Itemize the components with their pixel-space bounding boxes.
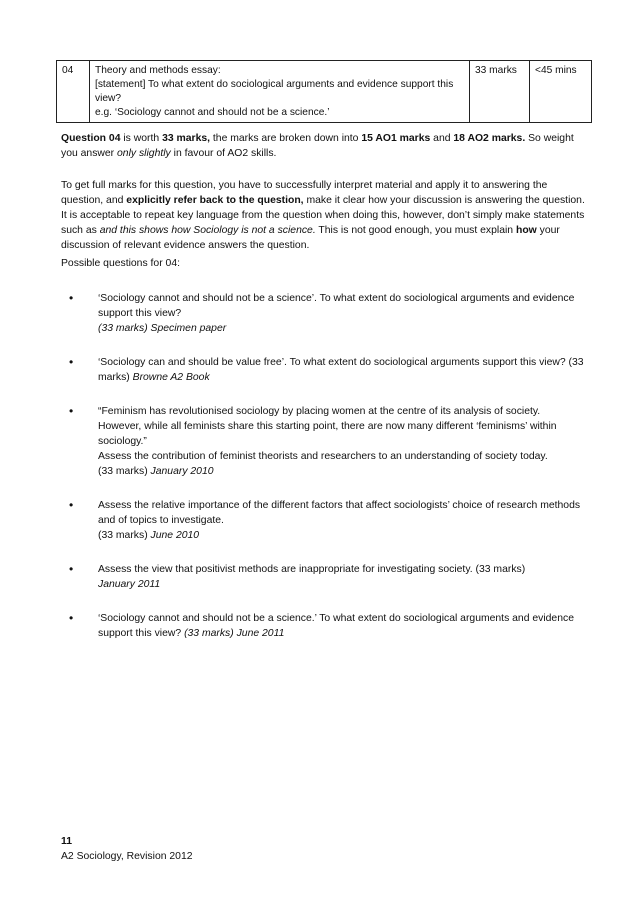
bullet-icon: • xyxy=(69,498,74,512)
essay-title: Theory and methods essay: xyxy=(95,65,221,76)
list-item: • “Feminism has revolutionised sociology by placing women at the centre of its analysis of society. However, while all feminists share this starting point, there are now many different ‘feminisms’ within sociology.” Assess the contribution of feminist theorists and researchers to an understanding of society today. (33 marks) January 2010 xyxy=(69,404,557,477)
bullet-icon: • xyxy=(69,404,74,418)
possible-questions-list xyxy=(61,291,586,641)
list-item: • ‘Sociology can and should be value free’. To what extent do sociological arguments support this view? (33 marks) Browne A2 Book xyxy=(69,355,584,383)
question-number: 04 xyxy=(57,61,90,123)
bullet-icon: • xyxy=(69,562,74,576)
table-row xyxy=(57,61,592,123)
question-description xyxy=(90,61,470,123)
bullet-icon: • xyxy=(69,611,74,625)
page-footer xyxy=(61,834,193,864)
question-ref: Question 04 xyxy=(61,133,121,144)
list-item: • ‘Sociology cannot and should not be a science’. To what extent do sociological arguments and evidence support this view? (33 marks) Specimen paper xyxy=(69,291,575,334)
ao1-marks: 15 AO1 marks xyxy=(361,133,431,144)
advice-paragraph: To get full marks for this question, you have to successfully interpret material and apply it to answering the question, and explicitly refer back to the question, make it clear how your discussion is answering the question. It is acceptable to repeat key language from the question when doing this, however, don’t simply make statements such as and this shows how Sociology is not a science. This is not good enough, you must explain how your discussion of relevant evidence answers the question. xyxy=(61,180,585,251)
footer-title: A2 Sociology, Revision 2012 xyxy=(61,851,193,862)
question-time: <45 mins xyxy=(530,61,592,123)
ao2-marks: 18 AO2 marks. xyxy=(453,133,526,144)
page-number: 11 xyxy=(61,836,72,847)
essay-statement: [statement] To what extent do sociological arguments and evidence support this view? xyxy=(95,79,454,104)
list-item: • Assess the view that positivist methods are inappropriate for investigating society. (33 marks) January 2011 xyxy=(69,562,526,590)
bullet-icon: • xyxy=(69,291,74,305)
question-marks: 33 marks xyxy=(470,61,530,123)
essay-example: e.g. ‘Sociology cannot and should not be a science.’ xyxy=(95,107,330,118)
list-item: • ‘Sociology cannot and should not be a science.’ To what extent do sociological arguments and evidence support this view? (33 marks) June 2011 xyxy=(69,611,574,639)
possible-questions-heading: Possible questions for 04: xyxy=(61,258,180,269)
marks-paragraph: Question 04 is worth 33 marks, the marks are broken down into 15 AO1 marks and 18 AO2 marks. So weight you answer only slightly in favour of AO2 skills. xyxy=(61,133,574,159)
list-item: • Assess the relative importance of the different factors that affect sociologists’ choice of research methods and of topics to investigate. (33 marks) June 2010 xyxy=(69,498,581,541)
bullet-icon: • xyxy=(69,355,74,369)
total-marks: 33 marks, xyxy=(162,133,211,144)
question-table xyxy=(56,60,592,123)
